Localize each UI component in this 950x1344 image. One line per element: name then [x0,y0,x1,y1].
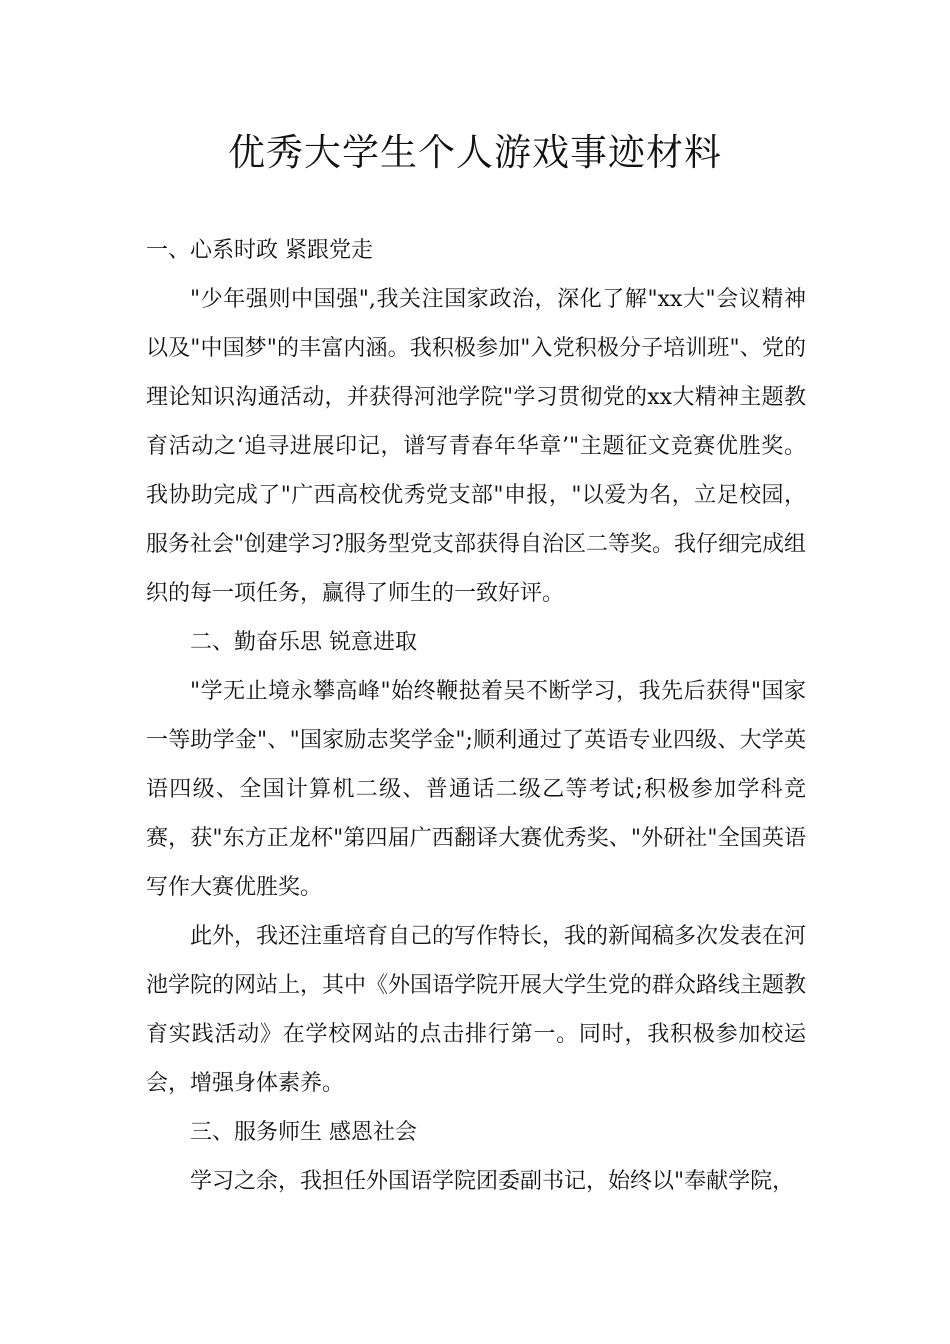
paragraph-4: 学习之余，我担任外国语学院团委副书记，始终以"奉献学院， [190,1169,795,1194]
paragraph-2: "学无止境永攀高峰"始终鞭挞着吴不断学习，我先后获得"国家一等助学金"、"国家励志奖学金";顺利通过了英语专业四级、大学英语四级、全国计算机二级、普通话二级乙等考试;积极参加学科竞赛，获"东方正龙杯"第四届广西翻译大赛优秀奖、"外研社"全国英语写作大赛优胜奖。 [146,679,806,900]
paragraph-1: "少年强则中国强",我关注国家政治，深化了解"xx大"会议精神以及"中国梦"的丰富内涵。我积极参加"入党积极分子培训班"、党的理论知识沟通活动，并获得河池学院"学习贯彻党的xx大精神主题教育活动之‘追寻进展印记，谱写青春年华章’"主题征文竞赛优胜奖。我协助完成了"广西高校优秀党支部"申报，"以爱为名，立足校园，服务社会"创建学习?服务型党支部获得自治区二等奖。我仔细完成组织的每一项任务，赢得了师生的一致好评。 [146,287,806,606]
document-body [146,226,806,1206]
paragraph-3: 此外，我还注重培育自己的写作特长，我的新闻稿多次发表在河池学院的网站上，其中《外国语学院开展大学生党的群众路线主题教育实践活动》在学校网站的点击排行第一。同时，我积极参加校运会，增强身体素养。 [146,924,807,1096]
section-heading-1: 一、心系时政 紧跟党走 [146,238,373,263]
section-heading-3: 三、服务师生 感恩社会 [190,1120,417,1145]
document-title: 优秀大学生个人游戏事迹材料 [228,131,722,174]
section-heading-2: 二、勤奋乐思 锐意进取 [190,630,417,655]
